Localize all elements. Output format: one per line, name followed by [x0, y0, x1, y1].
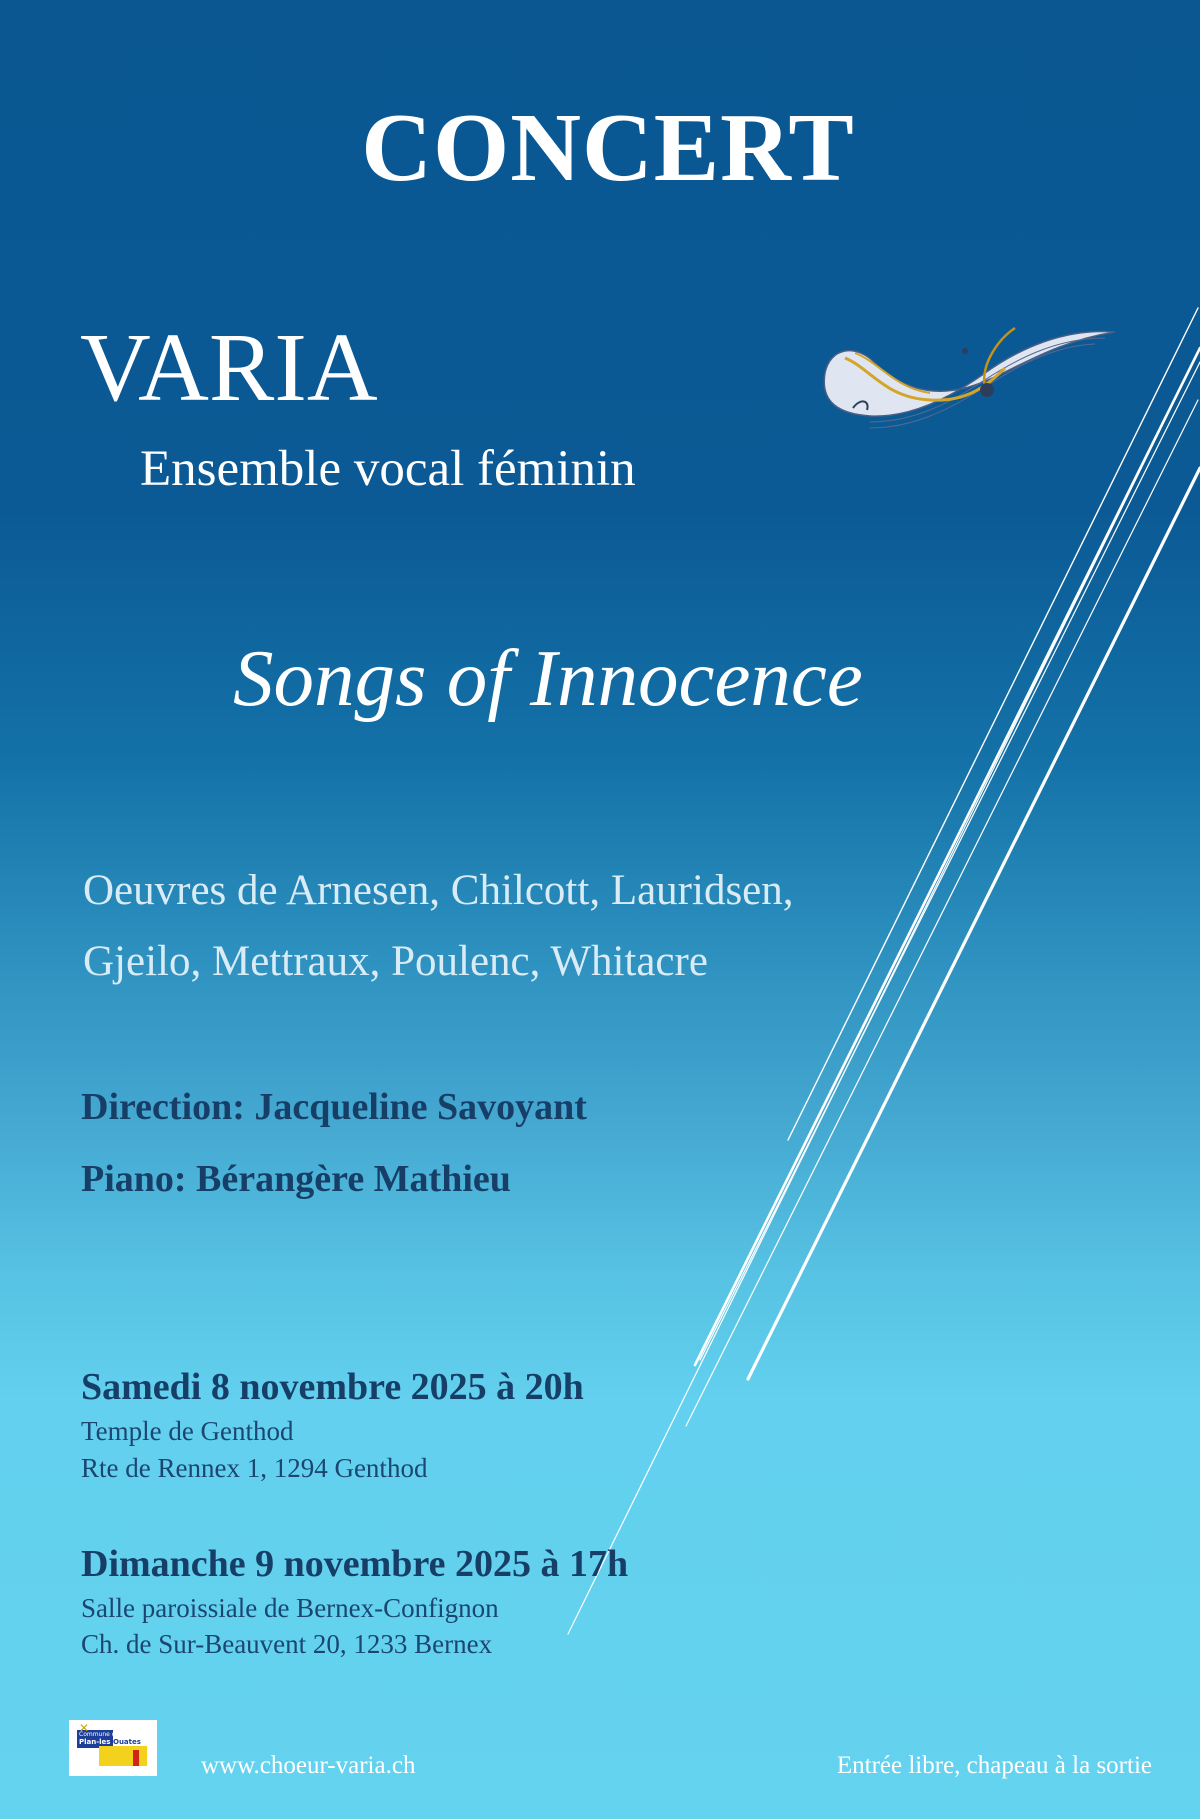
direction-credit: Direction: Jacqueline Savoyant	[81, 1086, 587, 1128]
logo-red-mark	[133, 1750, 139, 1766]
event-2-venue: Salle paroissiale de Bernex-Confignon	[81, 1593, 499, 1623]
logo-yellow-block	[99, 1746, 147, 1766]
website-link[interactable]: www.choeur-varia.ch	[201, 1752, 416, 1779]
program-title: Songs of Innocence	[233, 633, 863, 723]
entry-note: Entrée libre, chapeau à la sortie	[836, 1752, 1152, 1779]
logo-text-line-3: Ouates	[113, 1738, 141, 1746]
logo-text-line-2: Plan-les	[79, 1738, 111, 1746]
event-2-date: Dimanche 9 novembre 2025 à 17h	[81, 1543, 629, 1585]
logo-text-line-1: Commune de	[79, 1731, 120, 1738]
event-1-date: Samedi 8 novembre 2025 à 20h	[81, 1366, 584, 1408]
logo-star-icon: ✕	[79, 1721, 90, 1735]
music-staff-emblem	[815, 318, 1120, 446]
ensemble-name: VARIA	[80, 314, 378, 422]
piano-credit: Piano: Bérangère Mathieu	[81, 1158, 511, 1200]
ensemble-subtitle: Ensemble vocal féminin	[140, 441, 636, 497]
concert-heading: CONCERT	[361, 94, 855, 202]
event-1-address: Rte de Rennex 1, 1294 Genthod	[81, 1453, 428, 1483]
event-1-venue: Temple de Genthod	[81, 1416, 294, 1446]
municipality-logo	[69, 1720, 157, 1776]
composers-line-2: Gjeilo, Mettraux, Poulenc, Whitacre	[83, 938, 708, 985]
event-2-address: Ch. de Sur-Beauvent 20, 1233 Bernex	[81, 1629, 493, 1659]
composers-line-1: Oeuvres de Arnesen, Chilcott, Lauridsen,	[83, 867, 794, 914]
